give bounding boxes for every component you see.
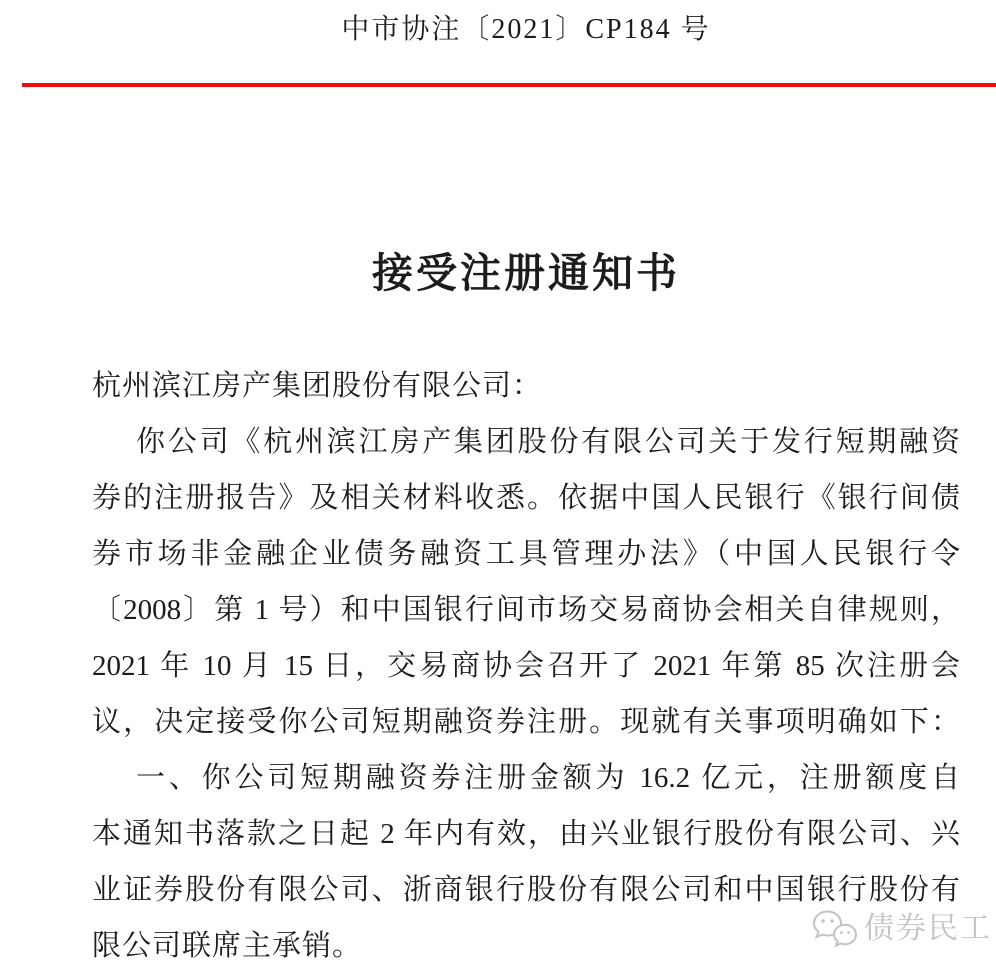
body-line: 2021 年 10 月 15 日，交易商协会召开了 2021 年第 85 次注册会: [92, 650, 960, 682]
watermark-label: 债券民工: [864, 912, 992, 945]
body-line: 杭州滨江房产集团股份有限公司：: [92, 370, 543, 402]
body-line: 券市场非金融企业债务融资工具管理办法》（中国人民银行令: [92, 538, 960, 570]
body-line: 议，决定接受你公司短期融资券注册。现就有关事项明确如下：: [92, 706, 960, 738]
body-line: 〔2008〕第 1 号）和中国银行间市场交易商协会相关自律规则，: [92, 594, 960, 626]
wechat-bubbles-icon: [812, 909, 858, 949]
body-line: 一、你公司短期融资券注册金额为 16.2 亿元，注册额度自: [136, 762, 960, 794]
body-line: 你公司《杭州滨江房产集团股份有限公司关于发行短期融资: [136, 426, 960, 458]
doc-number: 中市协注〔2021〕CP184 号: [341, 14, 711, 45]
body-text: [92, 358, 960, 974]
body-line: 限公司联席主承销。: [92, 930, 363, 962]
body-line: 业证券股份有限公司、浙商银行股份有限公司和中国银行股份有: [92, 874, 960, 906]
body-line: 本通知书落款之日起 2 年内有效，由兴业银行股份有限公司、兴: [92, 818, 960, 850]
watermark: [812, 906, 992, 952]
page-title: 接受注册通知书: [372, 250, 680, 296]
body-line: 券的注册报告》及相关材料收悉。依据中国人民银行《银行间债: [92, 482, 960, 514]
red-divider-rule: [22, 83, 996, 87]
